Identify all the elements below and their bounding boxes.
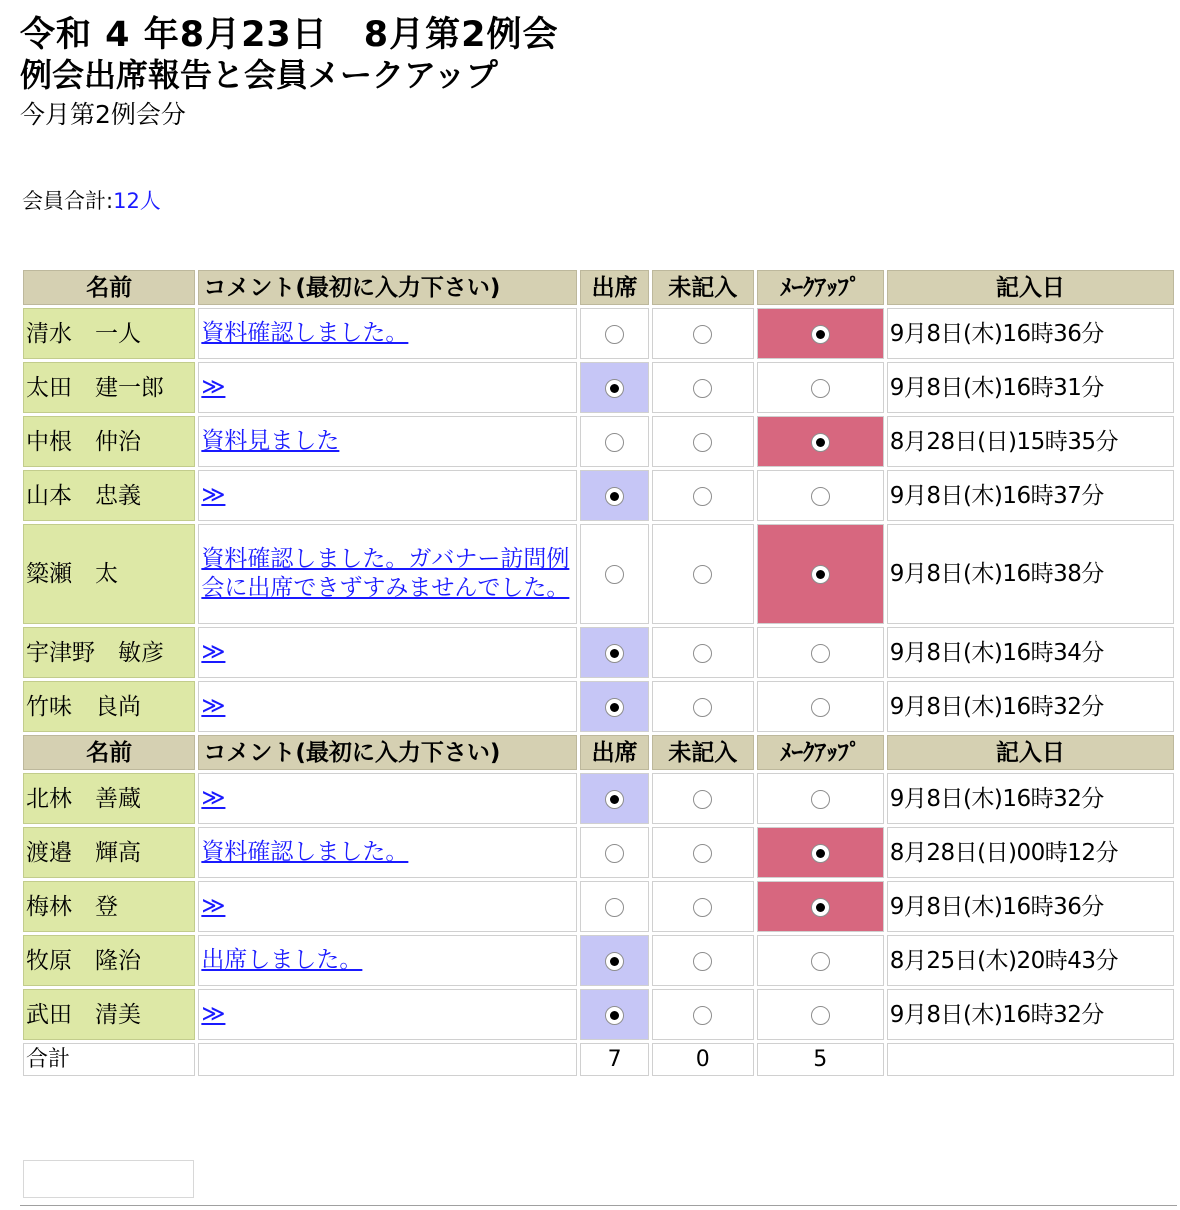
comment-link[interactable]: 出席しました。 bbox=[201, 947, 363, 973]
makeup-radio[interactable] bbox=[811, 698, 830, 717]
attend-cell bbox=[580, 989, 649, 1040]
comment-link[interactable]: 資料確認しました。 bbox=[201, 320, 409, 346]
blank-radio[interactable] bbox=[693, 325, 712, 344]
comment-link[interactable]: ≫ bbox=[201, 374, 226, 400]
table-row bbox=[23, 627, 1174, 678]
attend-cell bbox=[580, 935, 649, 986]
attend-cell bbox=[580, 470, 649, 521]
makeup-radio[interactable] bbox=[811, 565, 830, 584]
blank-radio[interactable] bbox=[693, 952, 712, 971]
totals-label: 合計 bbox=[23, 1043, 195, 1076]
entry-date: 9月8日(木)16時36分 bbox=[887, 881, 1174, 932]
table-row bbox=[23, 881, 1174, 932]
table-row bbox=[23, 524, 1174, 624]
makeup-cell bbox=[757, 881, 884, 932]
member-name: 山本 忠義 bbox=[23, 470, 195, 521]
table-row bbox=[23, 989, 1174, 1040]
header-makeup: ﾒｰｸｱｯﾌﾟ bbox=[757, 735, 884, 770]
attend-cell bbox=[580, 416, 649, 467]
makeup-cell bbox=[757, 470, 884, 521]
makeup-cell bbox=[757, 627, 884, 678]
member-name: 北林 善蔵 bbox=[23, 773, 195, 824]
table-header-row bbox=[23, 735, 1174, 770]
comment-link[interactable]: ≫ bbox=[201, 639, 226, 665]
header-blank: 未記入 bbox=[652, 270, 754, 305]
blank-cell bbox=[652, 773, 754, 824]
makeup-radio[interactable] bbox=[811, 844, 830, 863]
entry-date: 8月25日(木)20時43分 bbox=[887, 935, 1174, 986]
member-total bbox=[22, 186, 161, 216]
table-row bbox=[23, 416, 1174, 467]
member-name: 梅林 登 bbox=[23, 881, 195, 932]
attend-radio[interactable] bbox=[605, 565, 624, 584]
blank-cell bbox=[652, 681, 754, 732]
makeup-radio[interactable] bbox=[811, 379, 830, 398]
blank-cell bbox=[652, 362, 754, 413]
comment-link[interactable]: ≫ bbox=[201, 1001, 226, 1027]
comment-link[interactable]: ≫ bbox=[201, 785, 226, 811]
member-name: 宇津野 敏彦 bbox=[23, 627, 195, 678]
comment-cell bbox=[198, 627, 577, 678]
makeup-cell bbox=[757, 362, 884, 413]
comment-cell bbox=[198, 935, 577, 986]
comment-cell bbox=[198, 681, 577, 732]
entry-date: 9月8日(木)16時32分 bbox=[887, 773, 1174, 824]
comment-link[interactable]: ≫ bbox=[201, 693, 226, 719]
header-name: 名前 bbox=[23, 270, 195, 305]
attend-radio[interactable] bbox=[605, 790, 624, 809]
makeup-cell bbox=[757, 773, 884, 824]
comment-link[interactable]: 資料確認しました。 bbox=[201, 839, 409, 865]
header-comment: コメント(最初に入力下さい) bbox=[198, 735, 577, 770]
table-row bbox=[23, 773, 1174, 824]
bottom-divider bbox=[20, 1205, 1177, 1206]
blank-cell bbox=[652, 827, 754, 878]
entry-date: 9月8日(木)16時37分 bbox=[887, 470, 1174, 521]
makeup-radio[interactable] bbox=[811, 433, 830, 452]
entry-date: 9月8日(木)16時31分 bbox=[887, 362, 1174, 413]
header-blank: 未記入 bbox=[652, 735, 754, 770]
blank-radio[interactable] bbox=[693, 790, 712, 809]
total-blank: 0 bbox=[652, 1043, 754, 1076]
header-attend: 出席 bbox=[580, 735, 649, 770]
table-row bbox=[23, 470, 1174, 521]
member-name: 中根 仲治 bbox=[23, 416, 195, 467]
entry-date: 9月8日(木)16時38分 bbox=[887, 524, 1174, 624]
comment-link[interactable]: 資料見ました bbox=[201, 428, 340, 454]
blank-cell bbox=[652, 308, 754, 359]
makeup-cell bbox=[757, 524, 884, 624]
member-name: 渡邉 輝高 bbox=[23, 827, 195, 878]
table-row bbox=[23, 935, 1174, 986]
total-makeup: 5 bbox=[757, 1043, 884, 1076]
comment-cell bbox=[198, 362, 577, 413]
blank-radio[interactable] bbox=[693, 844, 712, 863]
attend-cell bbox=[580, 881, 649, 932]
blank-radio[interactable] bbox=[693, 487, 712, 506]
makeup-cell bbox=[757, 416, 884, 467]
entry-date: 9月8日(木)16時36分 bbox=[887, 308, 1174, 359]
makeup-radio[interactable] bbox=[811, 487, 830, 506]
blank-cell bbox=[652, 935, 754, 986]
makeup-radio[interactable] bbox=[811, 898, 830, 917]
blank-radio[interactable] bbox=[693, 433, 712, 452]
attend-cell bbox=[580, 362, 649, 413]
member-name: 簗瀬 太 bbox=[23, 524, 195, 624]
header-attend: 出席 bbox=[580, 270, 649, 305]
empty-cell-box bbox=[23, 1160, 194, 1198]
makeup-cell bbox=[757, 935, 884, 986]
makeup-radio[interactable] bbox=[811, 644, 830, 663]
header-makeup: ﾒｰｸｱｯﾌﾟ bbox=[757, 270, 884, 305]
attend-cell bbox=[580, 681, 649, 732]
table-row bbox=[23, 827, 1174, 878]
blank-radio[interactable] bbox=[693, 1006, 712, 1025]
comment-cell bbox=[198, 989, 577, 1040]
comment-cell bbox=[198, 308, 577, 359]
blank-radio[interactable] bbox=[693, 565, 712, 584]
totals-date-empty bbox=[887, 1043, 1174, 1076]
attend-radio[interactable] bbox=[605, 952, 624, 971]
page-subtitle: 今月第2例会分 bbox=[20, 100, 186, 129]
member-name: 牧原 隆治 bbox=[23, 935, 195, 986]
attend-cell bbox=[580, 827, 649, 878]
comment-cell bbox=[198, 524, 577, 624]
attend-cell bbox=[580, 308, 649, 359]
makeup-cell bbox=[757, 827, 884, 878]
attend-radio[interactable] bbox=[605, 644, 624, 663]
member-name: 太田 建一郎 bbox=[23, 362, 195, 413]
table-row bbox=[23, 362, 1174, 413]
blank-radio[interactable] bbox=[693, 698, 712, 717]
table-row bbox=[23, 308, 1174, 359]
attend-cell bbox=[580, 524, 649, 624]
makeup-cell bbox=[757, 308, 884, 359]
page-title: 令和 4 年8月23日 8月第2例会 bbox=[20, 15, 559, 55]
makeup-radio[interactable] bbox=[811, 952, 830, 971]
member-name: 清水 一人 bbox=[23, 308, 195, 359]
comment-link[interactable]: ≫ bbox=[201, 482, 226, 508]
entry-date: 8月28日(日)00時12分 bbox=[887, 827, 1174, 878]
header-date: 記入日 bbox=[887, 735, 1174, 770]
makeup-cell bbox=[757, 681, 884, 732]
blank-radio[interactable] bbox=[693, 644, 712, 663]
header-comment: コメント(最初に入力下さい) bbox=[198, 270, 577, 305]
attend-radio[interactable] bbox=[605, 433, 624, 452]
page-header bbox=[20, 14, 559, 132]
header-name: 名前 bbox=[23, 735, 195, 770]
makeup-cell bbox=[757, 989, 884, 1040]
attend-cell bbox=[580, 773, 649, 824]
makeup-radio[interactable] bbox=[811, 325, 830, 344]
attend-radio[interactable] bbox=[605, 898, 624, 917]
blank-cell bbox=[652, 524, 754, 624]
totals-comment-empty bbox=[198, 1043, 577, 1076]
attend-cell bbox=[580, 627, 649, 678]
comment-link[interactable]: 資料確認しました。ガバナー訪問例会に出席できずすみませんでした。 bbox=[201, 546, 570, 601]
totals-row bbox=[23, 1043, 1174, 1076]
blank-radio[interactable] bbox=[693, 379, 712, 398]
member-name: 武田 清美 bbox=[23, 989, 195, 1040]
entry-date: 9月8日(木)16時34分 bbox=[887, 627, 1174, 678]
member-name: 竹味 良尚 bbox=[23, 681, 195, 732]
comment-cell bbox=[198, 827, 577, 878]
blank-cell bbox=[652, 881, 754, 932]
table-row bbox=[23, 681, 1174, 732]
comment-cell bbox=[198, 881, 577, 932]
member-total-label: 会員合計: bbox=[22, 189, 114, 213]
attend-radio[interactable] bbox=[605, 1006, 624, 1025]
blank-radio[interactable] bbox=[693, 898, 712, 917]
entry-date: 9月8日(木)16時32分 bbox=[887, 989, 1174, 1040]
attend-radio[interactable] bbox=[605, 844, 624, 863]
total-attend: 7 bbox=[580, 1043, 649, 1076]
attend-radio[interactable] bbox=[605, 487, 624, 506]
attend-radio[interactable] bbox=[605, 698, 624, 717]
blank-cell bbox=[652, 627, 754, 678]
entry-date: 9月8日(木)16時32分 bbox=[887, 681, 1174, 732]
comment-cell bbox=[198, 470, 577, 521]
page-heading: 例会出席報告と会員メークアップ bbox=[20, 56, 498, 94]
blank-cell bbox=[652, 416, 754, 467]
comment-link[interactable]: ≫ bbox=[201, 893, 226, 919]
makeup-radio[interactable] bbox=[811, 790, 830, 809]
comment-cell bbox=[198, 773, 577, 824]
attendance-table bbox=[20, 267, 1177, 1079]
makeup-radio[interactable] bbox=[811, 1006, 830, 1025]
attend-radio[interactable] bbox=[605, 325, 624, 344]
comment-cell bbox=[198, 416, 577, 467]
header-date: 記入日 bbox=[887, 270, 1174, 305]
table-header-row bbox=[23, 270, 1174, 305]
member-total-value: 12人 bbox=[113, 189, 161, 213]
entry-date: 8月28日(日)15時35分 bbox=[887, 416, 1174, 467]
attend-radio[interactable] bbox=[605, 379, 624, 398]
blank-cell bbox=[652, 470, 754, 521]
blank-cell bbox=[652, 989, 754, 1040]
